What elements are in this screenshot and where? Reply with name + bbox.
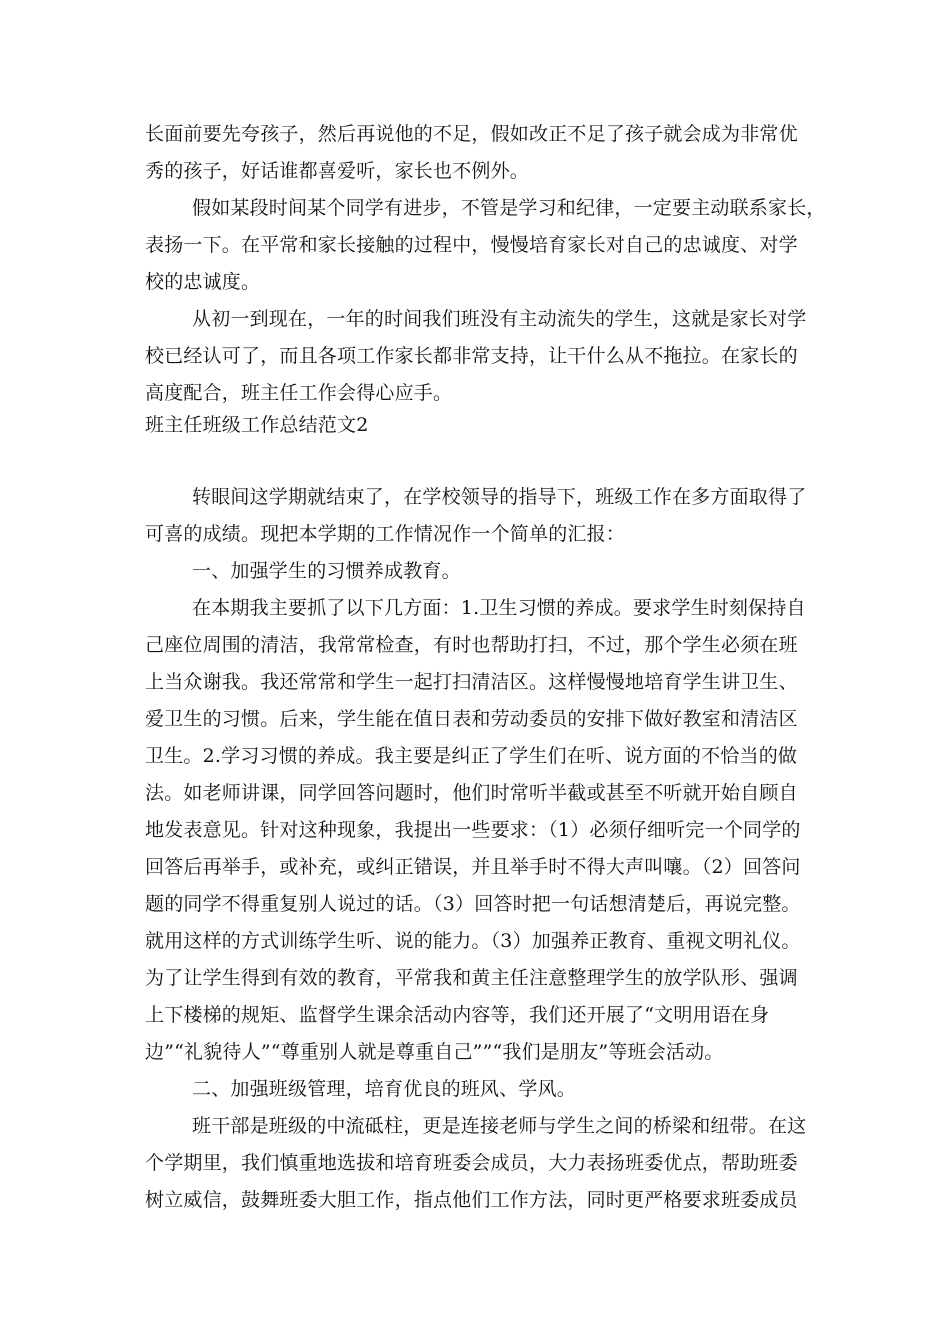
text-line: 边”“礼貌待人”“尊重别人就是尊重自己””“我们是朋友”等班会活动。 — [145, 1041, 724, 1063]
text-line: 树立威信，鼓舞班委大胆工作，指点他们工作方法，同时更严格要求班委成员 — [145, 1189, 798, 1211]
text-line: 二、加强班级管理，培育优良的班风、学风。 — [192, 1078, 577, 1100]
text-line: 题的同学不得重复别人说过的话。（3）回答时把一句话想清楚后，再说完整。 — [145, 893, 801, 915]
text-line: 上下楼梯的规矩、监督学生课余活动内容等，我们还开展了“文明用语在身 — [145, 1004, 770, 1026]
text-line: 秀的孩子，好话谁都喜爱听，家长也不例外。 — [145, 160, 530, 182]
text-line: 卫生。2.学习习惯的养成。我主要是纠正了学生们在听、说方面的不恰当的做 — [145, 745, 798, 767]
text-line: 校的忠诚度。 — [145, 271, 261, 293]
text-line: 假如某段时间某个同学有进步，不管是学习和纪律，一定要主动联系家长， — [192, 197, 826, 219]
text-line: 可喜的成绩。现把本学期的工作情况作一个简单的汇报： — [145, 523, 626, 545]
text-line: 个学期里，我们慎重地选拔和培育班委会成员，大力表扬班委优点，帮助班委 — [145, 1152, 798, 1174]
text-line: 上当众谢我。我还常常和学生一起打扫清洁区。这样慢慢地培育学生讲卫生、 — [145, 671, 798, 693]
text-line: 从初一到现在，一年的时间我们班没有主动流失的学生，这就是家长对学 — [192, 308, 807, 330]
text-line: 高度配合，班主任工作会得心应手。 — [145, 382, 453, 404]
text-line: 班干部是班级的中流砥柱，更是连接老师与学生之间的桥梁和纽带。在这 — [192, 1115, 807, 1137]
text-line: 表扬一下。在平常和家长接触的过程中，慢慢培育家长对自己的忠诚度、对学 — [145, 234, 798, 256]
text-line: 己座位周围的清洁，我常常检查，有时也帮助打扫，不过，那个学生必须在班 — [145, 634, 798, 656]
text-line: 就用这样的方式训练学生听、说的能力。（3）加强养正教育、重视文明礼仪。 — [145, 930, 801, 952]
text-line: 一、加强学生的习惯养成教育。 — [192, 560, 461, 582]
text-line: 为了让学生得到有效的教育，平常我和黄主任注意整理学生的放学队形、强调 — [145, 967, 798, 989]
text-line: 转眼间这学期就结束了，在学校领导的指导下，班级工作在多方面取得了 — [192, 486, 807, 508]
text-line: 校已经认可了，而且各项工作家长都非常支持，让干什么从不拖拉。在家长的 — [145, 345, 798, 367]
text-line: 长面前要先夸孩子，然后再说他的不足，假如改正不足了孩子就会成为非常优 — [145, 123, 798, 145]
text-line: 地发表意见。针对这种现象，我提出一些要求：（1）必须仔细听完一个同学的 — [145, 819, 801, 841]
section-heading: 班主任班级工作总结范文2 — [145, 414, 369, 436]
text-line: 法。如老师讲课，同学回答问题时，他们时常听半截或甚至不听就开始自顾自 — [145, 782, 798, 804]
text-line: 回答后再举手，或补充，或纠正错误，并且举手时不得大声叫嚷。（2）回答问 — [145, 856, 801, 878]
text-line: 爱卫生的习惯。后来，学生能在值日表和劳动委员的安排下做好教室和清洁区 — [145, 708, 798, 730]
text-line: 在本期我主要抓了以下几方面：1.卫生习惯的养成。要求学生时刻保持自 — [192, 597, 806, 619]
